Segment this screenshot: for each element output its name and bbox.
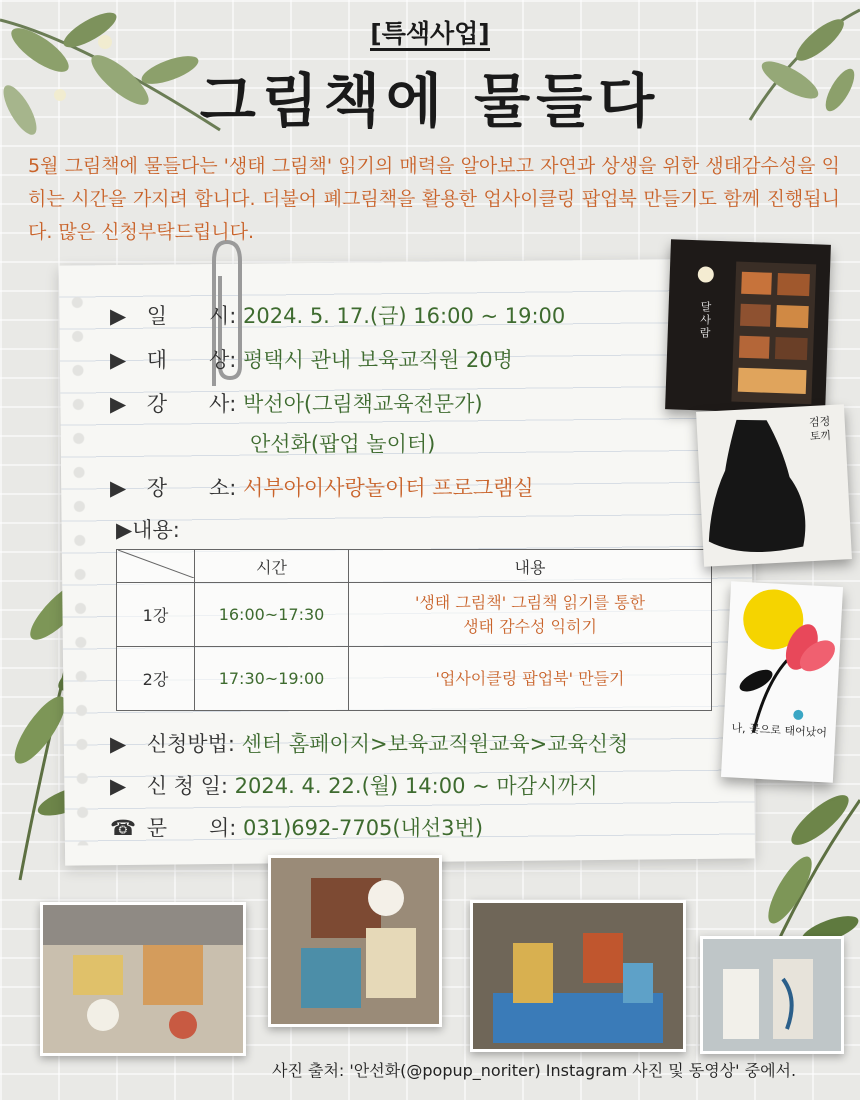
- schedule-content-line1: '생태 그림책' 그림책 읽기를 통한: [414, 592, 646, 612]
- schedule-session: 2강: [117, 647, 195, 711]
- header-tag-text: [특색사업]: [370, 19, 489, 51]
- info-row-instructor-2: [250, 428, 435, 458]
- schedule-content: [349, 647, 712, 711]
- schedule-header-corner: [117, 550, 195, 583]
- book-cover-3-title: 나, 꽃으로 태어났어: [731, 721, 828, 740]
- triangle-bullet-icon: ▶: [116, 518, 133, 542]
- info-label-date: 일 시:: [146, 304, 237, 328]
- popup-photo-2: [268, 855, 442, 1027]
- book-cover-1: [665, 239, 831, 414]
- book-cover-3: [721, 581, 843, 783]
- info-row-date: [110, 300, 565, 330]
- book-cover-1-title: 달 사람: [699, 300, 712, 340]
- info-value-target: 평택시 관내 보육교직원 20명: [243, 348, 513, 372]
- paper-holes: [71, 285, 89, 845]
- schedule-header-time: 시간: [195, 550, 349, 583]
- popup-photo-4: [700, 936, 844, 1054]
- info-value-apply-method: 센터 홈페이지>보육교직원교육>교육신청: [241, 732, 629, 756]
- schedule-content-line1: '업사이클링 팝업북' 만들기: [435, 668, 625, 688]
- book-cover-3-art: [721, 581, 843, 783]
- info-label-contact: 문 의:: [146, 816, 237, 840]
- book-cover-2: [696, 404, 852, 567]
- triangle-bullet-icon: ▶: [110, 774, 127, 798]
- header-tag: [0, 14, 860, 50]
- popup-photo-2-art: [271, 858, 439, 1024]
- table-row: [117, 583, 712, 647]
- triangle-bullet-icon: ▶: [110, 732, 127, 756]
- info-value-instructor: 박선아(그림책교육전문가): [243, 392, 483, 416]
- schedule-content: [349, 583, 712, 647]
- page-title: 그림책에 물들다: [199, 67, 661, 135]
- info-row-contact: [110, 812, 483, 842]
- popup-photo-3: [470, 900, 686, 1052]
- triangle-bullet-icon: ▶: [110, 348, 127, 372]
- info-row-apply-date: [110, 770, 598, 800]
- table-row: [117, 647, 712, 711]
- info-value-contact: 031)692-7705(내선3번): [243, 816, 484, 840]
- book-cover-2-title: 검정 토끼: [808, 414, 832, 444]
- info-label-apply-method: 신청방법:: [146, 732, 235, 756]
- info-label-place: 장 소:: [146, 476, 237, 500]
- popup-photo-4-art: [703, 939, 841, 1051]
- popup-photo-3-art: [473, 903, 683, 1049]
- info-label-apply-date: 신 청 일:: [146, 774, 228, 798]
- info-row-target: [110, 344, 513, 374]
- telephone-icon: ☎: [110, 816, 137, 840]
- schedule-session: 1강: [117, 583, 195, 647]
- book-cover-1-art: [665, 239, 831, 414]
- info-row-place: [110, 472, 534, 502]
- info-row-instructor: [110, 388, 483, 418]
- photo-caption: 사진 출처: '안선화(@popup_noriter) Instagram 사진 및 동영상' 중에서.: [272, 1061, 797, 1080]
- info-label-target: 대 상:: [146, 348, 237, 372]
- info-value-date: 2024. 5. 17.(금) 16:00 ~ 19:00: [243, 304, 566, 328]
- info-value-instructor-2: 안선화(팝업 놀이터): [250, 432, 436, 456]
- info-value-place: 서부아이사랑놀이터 프로그램실: [243, 476, 534, 500]
- triangle-bullet-icon: ▶: [110, 476, 127, 500]
- info-label-content: 내용:: [132, 518, 180, 542]
- popup-photo-1: [40, 902, 246, 1056]
- schedule-content-line2: 생태 감수성 익히기: [463, 616, 597, 636]
- popup-photo-1-art: [43, 905, 243, 1053]
- schedule-table: [116, 549, 712, 711]
- intro-paragraph: 5월 그림책에 물들다는 '생태 그림책' 읽기의 매력을 알아보고 자연과 상생을 위한 생태감수성을 익히는 시간을 가지려 합니다. 더불어 폐그림책을 활용한 업사이클링 팝업북 만들기도 함께 진행됩니다. 많은 신청부탁드립니다.: [28, 155, 840, 243]
- schedule-header-row: [117, 550, 712, 583]
- schedule-time: 16:00~17:30: [195, 583, 349, 647]
- info-label-instructor: 강 사:: [146, 392, 237, 416]
- diagonal-line: [118, 550, 194, 578]
- schedule-header-content: 내용: [349, 550, 712, 583]
- triangle-bullet-icon: ▶: [110, 392, 127, 416]
- triangle-bullet-icon: ▶: [110, 304, 127, 328]
- schedule-time: 17:30~19:00: [195, 647, 349, 711]
- info-row-content: [116, 514, 180, 544]
- info-row-apply-method: [110, 728, 628, 758]
- info-value-apply-date: 2024. 4. 22.(월) 14:00 ~ 마감시까지: [234, 774, 598, 798]
